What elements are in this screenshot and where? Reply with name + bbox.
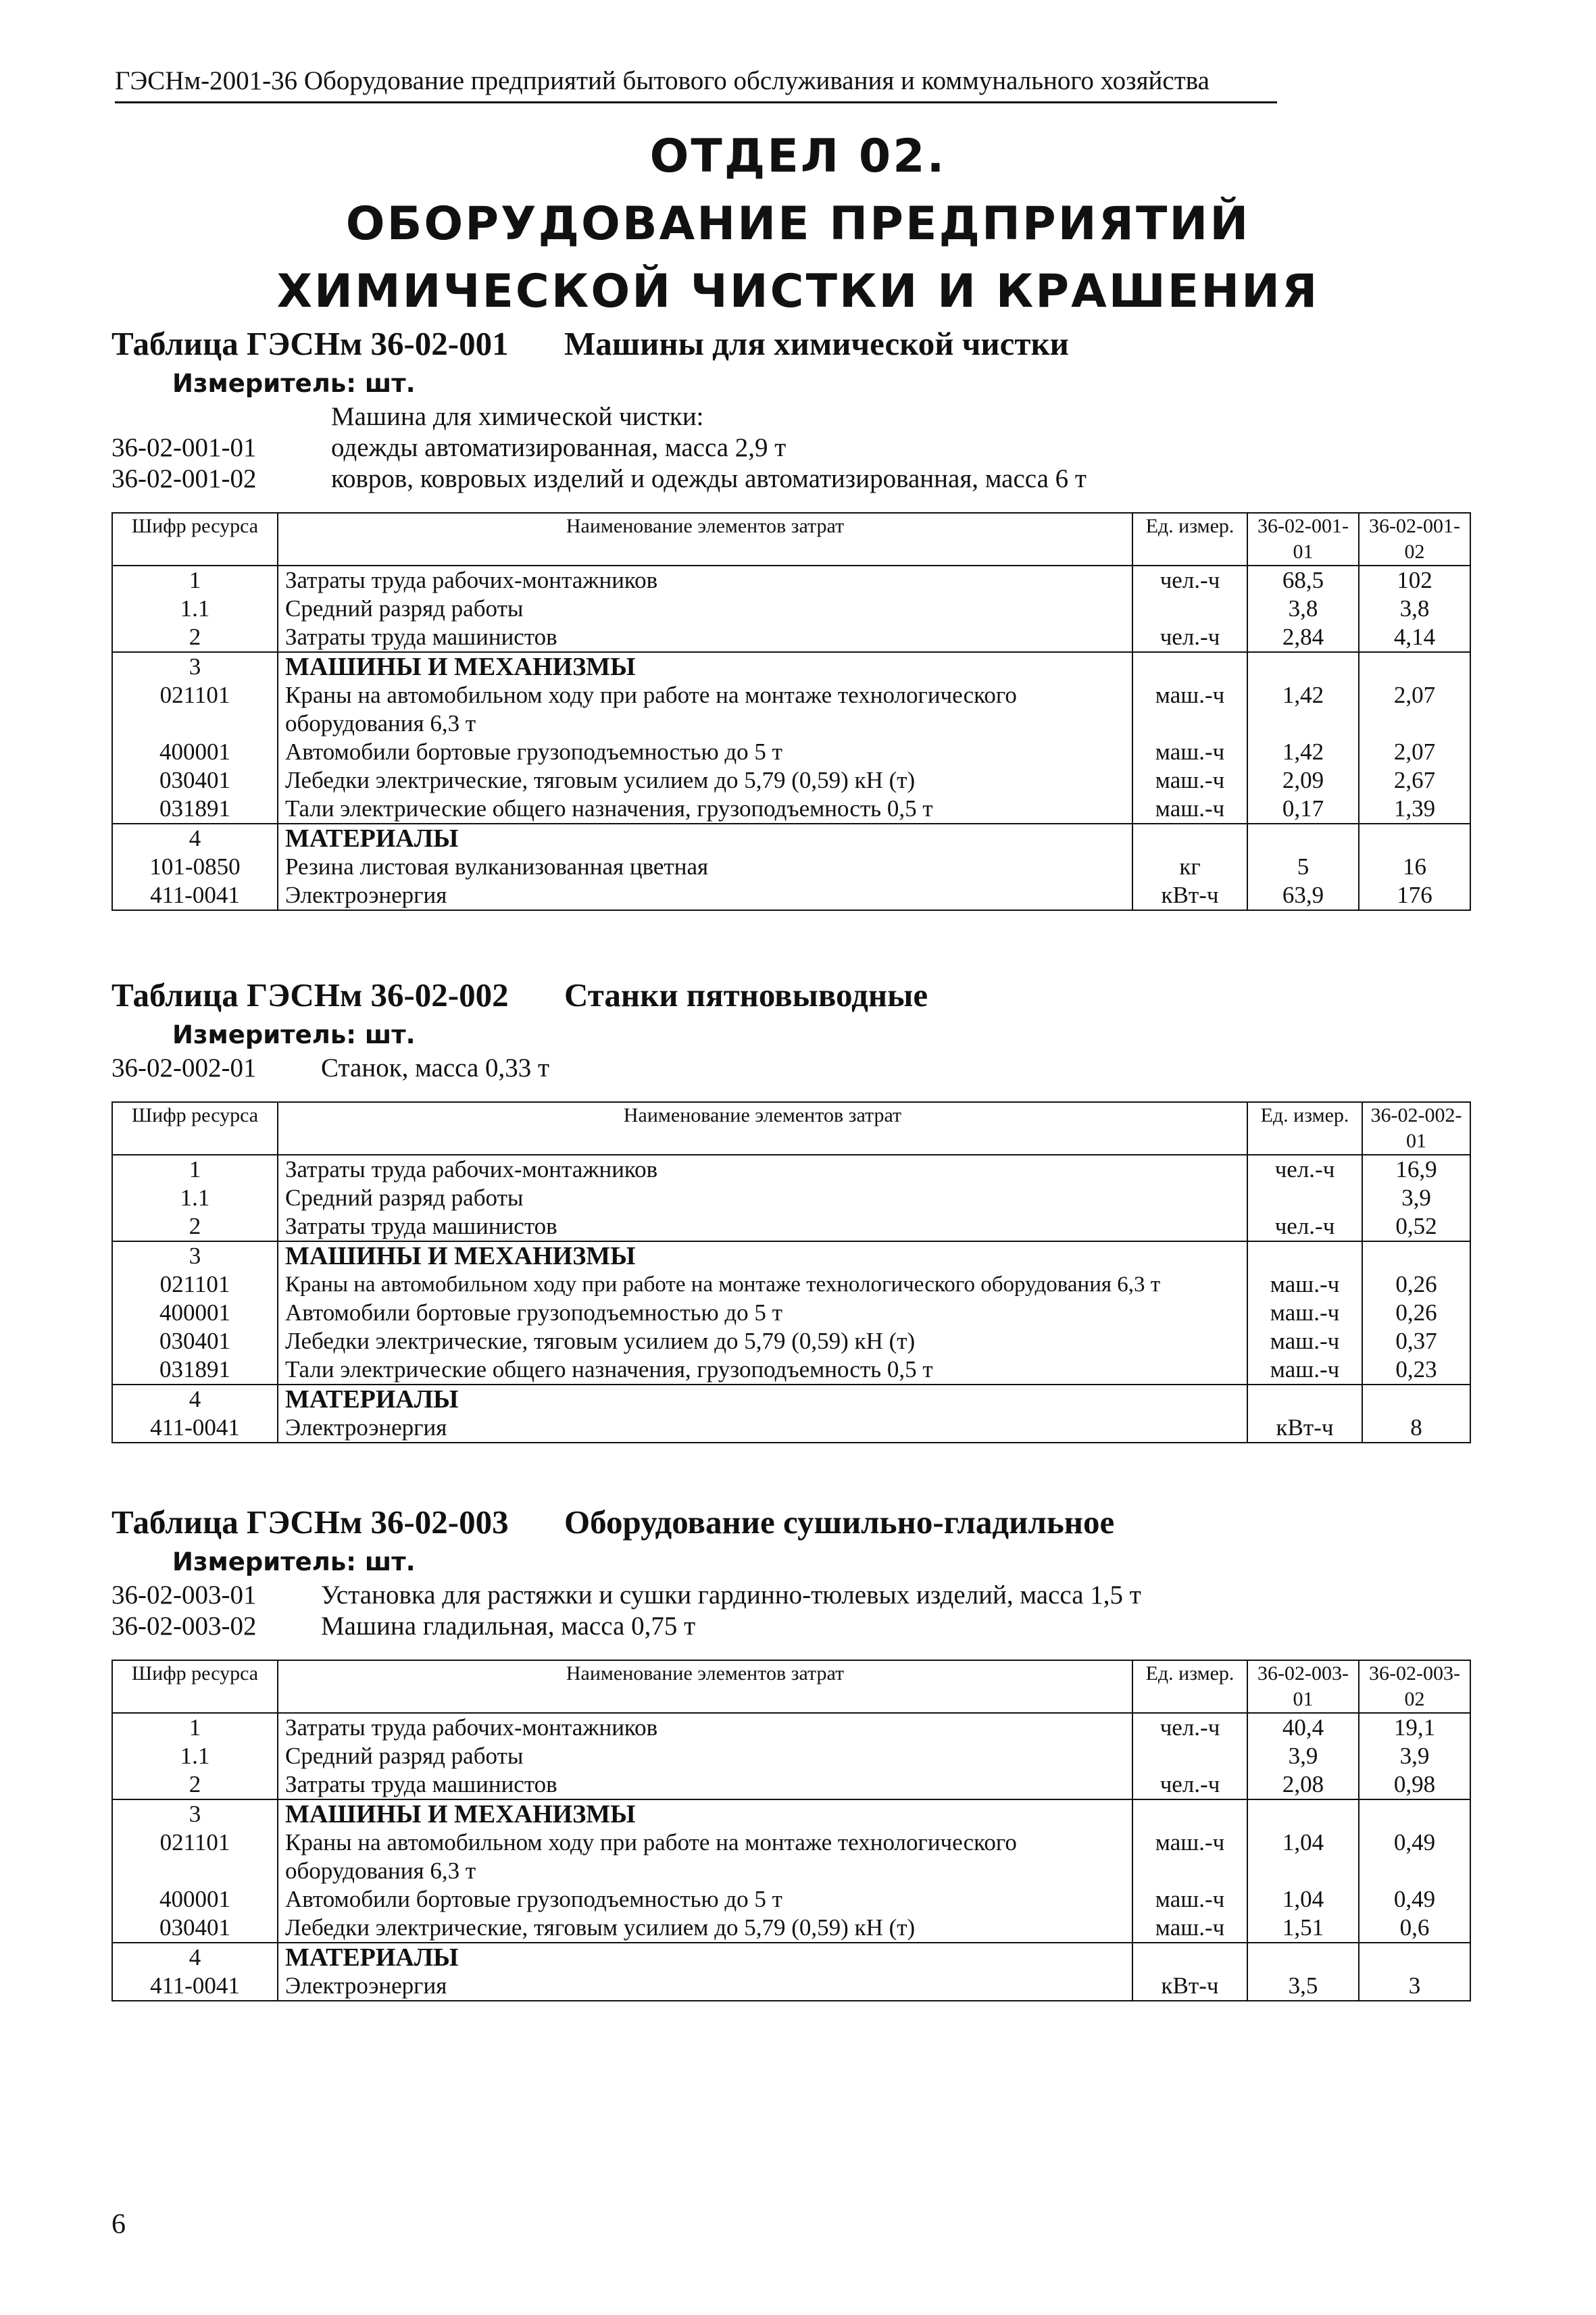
resource-value: 0,23 xyxy=(1362,1355,1470,1385)
resource-code: 030401 xyxy=(112,1914,278,1943)
measure-unit: Измеритель: шт. xyxy=(172,1547,416,1576)
resource-name: Затраты труда рабочих-монтажников xyxy=(278,1155,1247,1184)
resource-code: 2 xyxy=(112,623,278,652)
resource-name: Затраты труда рабочих-монтажников xyxy=(278,1713,1132,1742)
resource-value: 1,42 xyxy=(1247,738,1359,766)
resource-value: 3 xyxy=(1359,1972,1470,2001)
resource-code: 4 xyxy=(112,1943,278,1972)
resource-name: Автомобили бортовые грузоподъемностью до 5 т xyxy=(278,738,1132,766)
resource-unit: маш.-ч xyxy=(1132,1914,1247,1943)
table-row xyxy=(112,1799,1470,1828)
table-title xyxy=(111,973,1470,1018)
variant-code: 36-02-001-02 xyxy=(111,464,257,493)
resource-value: 0,26 xyxy=(1362,1270,1470,1299)
resource-code: 030401 xyxy=(112,766,278,795)
resource-unit: чел.-ч xyxy=(1247,1212,1362,1241)
resource-name: Тали электрические общего назначения, грузоподъемность 0,5 т xyxy=(278,1355,1247,1385)
resource-unit xyxy=(1132,652,1247,681)
column-header: 36-02-003-01 xyxy=(1247,1660,1359,1713)
resource-value: 19,1 xyxy=(1359,1713,1470,1742)
column-header: 36-02-001-01 xyxy=(1247,513,1359,566)
resource-unit xyxy=(1132,595,1247,623)
resource-code: 1.1 xyxy=(112,1742,278,1770)
section-title-line: ОБОРУДОВАНИЕ ПРЕДПРИЯТИЙ xyxy=(345,197,1251,251)
table-row xyxy=(112,1355,1470,1385)
resource-unit: маш.-ч xyxy=(1132,795,1247,824)
table-row xyxy=(112,1241,1470,1270)
table-name: Машины для химической чистки xyxy=(564,325,1069,362)
table-row xyxy=(112,566,1470,595)
resource-value: 2,09 xyxy=(1247,766,1359,795)
variant-text: Машина гладильная, масса 0,75 т xyxy=(321,1612,696,1641)
section-title xyxy=(0,123,1596,326)
table-name: Станки пятновыводные xyxy=(564,976,928,1014)
table-row xyxy=(112,881,1470,910)
section-title-line: ХИМИЧЕСКОЙ ЧИСТКИ И КРАШЕНИЯ xyxy=(276,265,1320,318)
page-number: 6 xyxy=(111,2209,126,2240)
table-row xyxy=(112,595,1470,623)
resource-code: 400001 xyxy=(112,738,278,766)
table-row xyxy=(112,1155,1470,1184)
resource-value: 16 xyxy=(1359,853,1470,881)
resource-value: 3,8 xyxy=(1247,595,1359,623)
table-row xyxy=(112,766,1470,795)
resource-unit xyxy=(1132,1799,1247,1828)
measure-unit: Измеритель: шт. xyxy=(172,369,416,398)
section-title-line: ОТДЕЛ 02. xyxy=(649,130,947,183)
table-title xyxy=(111,1500,1470,1545)
resource-code: 411-0041 xyxy=(112,1414,278,1443)
resource-unit: маш.-ч xyxy=(1247,1355,1362,1385)
resource-value: 68,5 xyxy=(1247,566,1359,595)
resource-unit: кВт-ч xyxy=(1247,1414,1362,1443)
column-header: Наименование элементов затрат xyxy=(278,513,1132,566)
resource-name: Краны на автомобильном ходу при работе на монтаже технологического оборудования 6,3 т xyxy=(278,1828,1132,1885)
resource-unit: маш.-ч xyxy=(1132,766,1247,795)
table-row xyxy=(112,1327,1470,1355)
variant-row xyxy=(111,464,1470,495)
resource-code: 031891 xyxy=(112,795,278,824)
table-code: Таблица ГЭСНм 36-02-003 xyxy=(111,1503,509,1541)
column-header: Ед. измер. xyxy=(1132,1660,1247,1713)
variant-code: 36-02-002-01 xyxy=(111,1053,257,1082)
resource-value: 3,9 xyxy=(1362,1184,1470,1212)
table-row xyxy=(112,1184,1470,1212)
resource-code: 1.1 xyxy=(112,595,278,623)
resource-name: Затраты труда рабочих-монтажников xyxy=(278,566,1132,595)
resource-unit xyxy=(1247,1385,1362,1414)
resource-unit xyxy=(1247,1241,1362,1270)
column-header: Ед. измер. xyxy=(1132,513,1247,566)
column-header: Шифр ресурса xyxy=(112,513,278,566)
resource-value: 2,08 xyxy=(1247,1770,1359,1799)
resource-group-name: МАТЕРИАЛЫ xyxy=(278,824,1132,853)
resource-value: 2,07 xyxy=(1359,681,1470,738)
resource-value: 2,67 xyxy=(1359,766,1470,795)
resource-code: 4 xyxy=(112,824,278,853)
resource-name: Краны на автомобильном ходу при работе на монтаже технологического оборудования 6,3 т xyxy=(278,1270,1247,1299)
resource-name: Краны на автомобильном ходу при работе на монтаже технологического оборудования 6,3 т xyxy=(278,681,1132,738)
table-row xyxy=(112,824,1470,853)
resource-code: 2 xyxy=(112,1770,278,1799)
variant-row xyxy=(111,1611,1470,1642)
resource-value xyxy=(1359,1799,1470,1828)
resource-name: Лебедки электрические, тяговым усилием до 5,79 (0,59) кН (т) xyxy=(278,766,1132,795)
resource-value: 3,8 xyxy=(1359,595,1470,623)
resource-code: 3 xyxy=(112,1799,278,1828)
resource-unit: маш.-ч xyxy=(1247,1299,1362,1327)
variant-text: ковров, ковровых изделий и одежды автоматизированная, масса 6 т xyxy=(331,464,1087,493)
resource-value: 40,4 xyxy=(1247,1713,1359,1742)
resource-unit: чел.-ч xyxy=(1132,1770,1247,1799)
resource-code: 021101 xyxy=(112,681,278,738)
table-row xyxy=(112,1713,1470,1742)
resource-value xyxy=(1247,1943,1359,1972)
resource-value xyxy=(1362,1241,1470,1270)
resource-code: 1 xyxy=(112,566,278,595)
resource-value: 3,9 xyxy=(1247,1742,1359,1770)
resource-unit: кВт-ч xyxy=(1132,881,1247,910)
table-code: Таблица ГЭСНм 36-02-002 xyxy=(111,976,509,1014)
resource-value: 5 xyxy=(1247,853,1359,881)
table-row xyxy=(112,795,1470,824)
column-header: 36-02-003-02 xyxy=(1359,1660,1470,1713)
resource-value xyxy=(1359,652,1470,681)
resource-value: 0,37 xyxy=(1362,1327,1470,1355)
resource-name: Электроэнергия xyxy=(278,881,1132,910)
resource-value: 3,5 xyxy=(1247,1972,1359,2001)
table-row xyxy=(112,853,1470,881)
resource-unit: маш.-ч xyxy=(1247,1327,1362,1355)
resource-value: 102 xyxy=(1359,566,1470,595)
column-header: Шифр ресурса xyxy=(112,1660,278,1713)
variant-code: 36-02-001-01 xyxy=(111,433,257,462)
resource-unit: кВт-ч xyxy=(1132,1972,1247,2001)
column-header: Шифр ресурса xyxy=(112,1102,278,1155)
resource-name: Средний разряд работы xyxy=(278,1742,1132,1770)
variant-text: Станок, масса 0,33 т xyxy=(321,1053,550,1082)
variant-row xyxy=(111,432,1470,464)
table-header-row xyxy=(112,1102,1470,1155)
resource-value: 4,14 xyxy=(1359,623,1470,652)
table-row xyxy=(112,738,1470,766)
resource-value: 2,84 xyxy=(1247,623,1359,652)
variant-row xyxy=(111,1580,1470,1611)
norm-table-block-1 xyxy=(111,322,1470,911)
resource-code: 1 xyxy=(112,1713,278,1742)
resource-name: Затраты труда машинистов xyxy=(278,1770,1132,1799)
resource-value: 1,51 xyxy=(1247,1914,1359,1943)
resource-name: Автомобили бортовые грузоподъемностью до 5 т xyxy=(278,1885,1132,1914)
table-row xyxy=(112,1414,1470,1443)
column-header: Ед. измер. xyxy=(1247,1102,1362,1155)
table-row xyxy=(112,1742,1470,1770)
resource-value: 3,9 xyxy=(1359,1742,1470,1770)
resource-code: 400001 xyxy=(112,1885,278,1914)
resource-value: 0,26 xyxy=(1362,1299,1470,1327)
resource-value: 1,04 xyxy=(1247,1828,1359,1885)
resource-group-name: МАШИНЫ И МЕХАНИЗМЫ xyxy=(278,1799,1132,1828)
resource-value: 0,6 xyxy=(1359,1914,1470,1943)
resource-code: 1.1 xyxy=(112,1184,278,1212)
resource-unit xyxy=(1132,824,1247,853)
table-row xyxy=(112,1972,1470,2001)
resource-unit: маш.-ч xyxy=(1247,1270,1362,1299)
table-title xyxy=(111,322,1470,366)
resource-group-name: МАШИНЫ И МЕХАНИЗМЫ xyxy=(278,1241,1247,1270)
variant-code: 36-02-003-01 xyxy=(111,1580,257,1610)
variant-list xyxy=(111,401,1470,495)
resource-name: Средний разряд работы xyxy=(278,595,1132,623)
variant-text: одежды автоматизированная, масса 2,9 т xyxy=(331,433,787,462)
variant-row xyxy=(111,1053,1470,1084)
table-row xyxy=(112,623,1470,652)
column-header: 36-02-002-01 xyxy=(1362,1102,1470,1155)
resource-unit xyxy=(1247,1184,1362,1212)
resource-unit: маш.-ч xyxy=(1132,738,1247,766)
resource-code: 021101 xyxy=(112,1828,278,1885)
resource-unit xyxy=(1132,1742,1247,1770)
resource-unit: чел.-ч xyxy=(1132,566,1247,595)
table-header-row xyxy=(112,1660,1470,1713)
resource-value xyxy=(1247,1799,1359,1828)
resource-name: Лебедки электрические, тяговым усилием до 5,79 (0,59) кН (т) xyxy=(278,1914,1132,1943)
resource-group-name: МАТЕРИАЛЫ xyxy=(278,1385,1247,1414)
resource-name: Электроэнергия xyxy=(278,1972,1132,2001)
resource-value: 1,39 xyxy=(1359,795,1470,824)
resource-name: Затраты труда машинистов xyxy=(278,623,1132,652)
resource-value: 1,04 xyxy=(1247,1885,1359,1914)
norm-table-block-2 xyxy=(111,973,1470,1443)
resource-unit: маш.-ч xyxy=(1132,681,1247,738)
resource-code: 101-0850 xyxy=(112,853,278,881)
resource-name: Автомобили бортовые грузоподъемностью до 5 т xyxy=(278,1299,1247,1327)
table-row xyxy=(112,1770,1470,1799)
resource-name: Затраты труда машинистов xyxy=(278,1212,1247,1241)
column-header: Наименование элементов затрат xyxy=(278,1102,1247,1155)
resource-group-name: МАТЕРИАЛЫ xyxy=(278,1943,1132,1972)
resource-name: Электроэнергия xyxy=(278,1414,1247,1443)
resource-value: 8 xyxy=(1362,1414,1470,1443)
resource-code: 021101 xyxy=(112,1270,278,1299)
resource-code: 1 xyxy=(112,1155,278,1184)
resource-value: 63,9 xyxy=(1247,881,1359,910)
resource-name: Лебедки электрические, тяговым усилием до 5,79 (0,59) кН (т) xyxy=(278,1327,1247,1355)
resource-table xyxy=(111,1660,1471,2001)
resource-unit xyxy=(1132,1943,1247,1972)
resource-value: 0,49 xyxy=(1359,1885,1470,1914)
table-name: Оборудование сушильно-гладильное xyxy=(564,1503,1115,1541)
resource-unit: маш.-ч xyxy=(1132,1828,1247,1885)
table-row xyxy=(112,1385,1470,1414)
resource-value: 0,98 xyxy=(1359,1770,1470,1799)
table-row xyxy=(112,1299,1470,1327)
resource-value: 1,42 xyxy=(1247,681,1359,738)
table-row xyxy=(112,1828,1470,1885)
measure-unit: Измеритель: шт. xyxy=(172,1020,416,1049)
table-row xyxy=(112,681,1470,738)
resource-unit: кг xyxy=(1132,853,1247,881)
resource-code: 400001 xyxy=(112,1299,278,1327)
table-row xyxy=(112,1212,1470,1241)
resource-code: 030401 xyxy=(112,1327,278,1355)
resource-code: 3 xyxy=(112,1241,278,1270)
resource-code: 411-0041 xyxy=(112,1972,278,2001)
resource-value xyxy=(1359,824,1470,853)
resource-group-name: МАШИНЫ И МЕХАНИЗМЫ xyxy=(278,652,1132,681)
resource-value: 0,52 xyxy=(1362,1212,1470,1241)
variant-list xyxy=(111,1053,1470,1084)
resource-value: 2,07 xyxy=(1359,738,1470,766)
resource-name: Средний разряд работы xyxy=(278,1184,1247,1212)
resource-table xyxy=(111,512,1471,911)
resource-unit: чел.-ч xyxy=(1132,1713,1247,1742)
resource-code: 031891 xyxy=(112,1355,278,1385)
resource-unit: чел.-ч xyxy=(1247,1155,1362,1184)
table-row xyxy=(112,1943,1470,1972)
table-row xyxy=(112,1270,1470,1299)
column-header: 36-02-001-02 xyxy=(1359,513,1470,566)
resource-code: 411-0041 xyxy=(112,881,278,910)
variant-list xyxy=(111,1580,1470,1642)
resource-value xyxy=(1362,1385,1470,1414)
resource-value xyxy=(1359,1943,1470,1972)
resource-value: 0,17 xyxy=(1247,795,1359,824)
table-row xyxy=(112,1885,1470,1914)
table-row xyxy=(112,1914,1470,1943)
norm-table-block-3 xyxy=(111,1500,1470,2001)
variant-text: Установка для растяжки и сушки гардинно-тюлевых изделий, масса 1,5 т xyxy=(321,1580,1141,1610)
resource-value: 176 xyxy=(1359,881,1470,910)
resource-unit: маш.-ч xyxy=(1132,1885,1247,1914)
resource-name: Тали электрические общего назначения, грузоподъемность 0,5 т xyxy=(278,795,1132,824)
resource-value: 16,9 xyxy=(1362,1155,1470,1184)
running-header: ГЭСНм-2001-36 Оборудование предприятий бытового обслуживания и коммунального хозяйства xyxy=(115,65,1277,103)
resource-code: 4 xyxy=(112,1385,278,1414)
table-code: Таблица ГЭСНм 36-02-001 xyxy=(111,325,509,362)
table-row xyxy=(112,652,1470,681)
resource-unit: чел.-ч xyxy=(1132,623,1247,652)
column-header: Наименование элементов затрат xyxy=(278,1660,1132,1713)
table-header-row xyxy=(112,513,1470,566)
resource-value xyxy=(1247,652,1359,681)
resource-value: 0,49 xyxy=(1359,1828,1470,1885)
resource-code: 3 xyxy=(112,652,278,681)
resource-value xyxy=(1247,824,1359,853)
variant-intro: Машина для химической чистки: xyxy=(331,402,704,431)
resource-table xyxy=(111,1101,1471,1443)
resource-name: Резина листовая вулканизованная цветная xyxy=(278,853,1132,881)
variant-code: 36-02-003-02 xyxy=(111,1612,257,1641)
resource-code: 2 xyxy=(112,1212,278,1241)
